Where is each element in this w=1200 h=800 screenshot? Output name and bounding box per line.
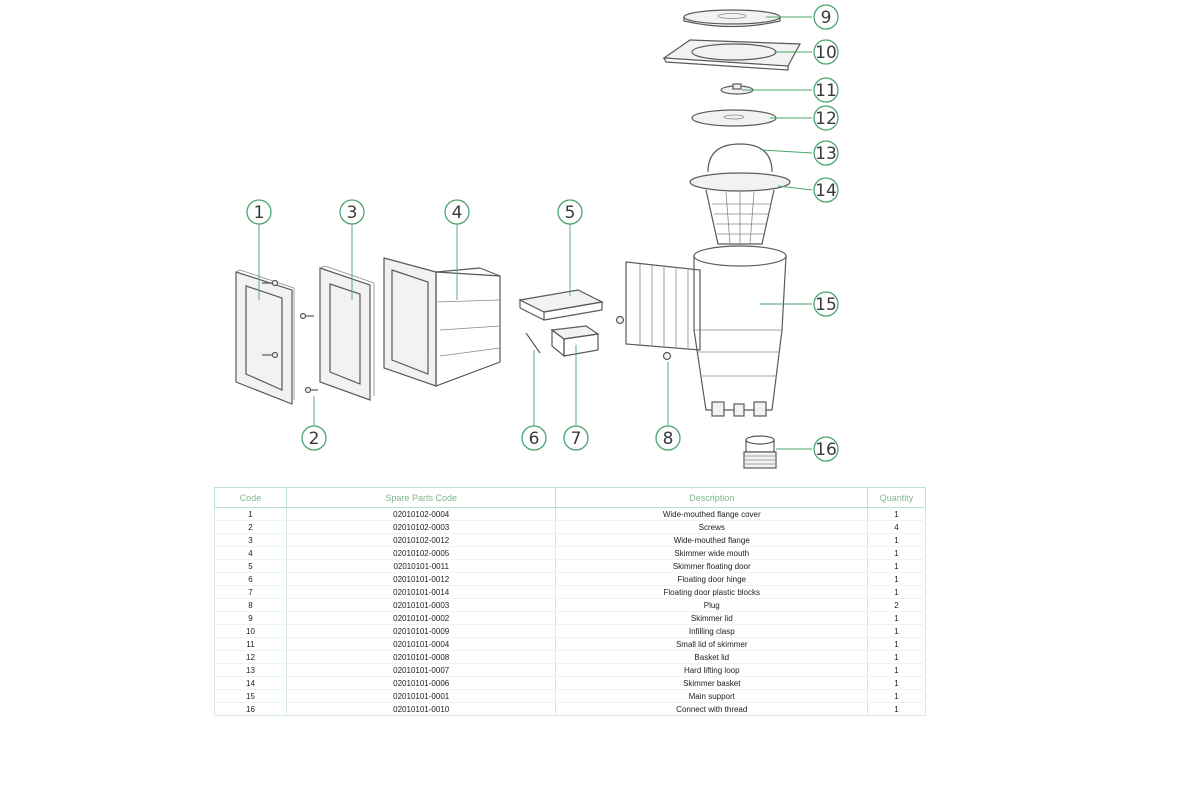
cell-spare-code: 02010101-0009 (286, 625, 556, 638)
cell-spare-code: 02010101-0001 (286, 690, 556, 703)
part-hinge (526, 333, 540, 353)
table-row (215, 625, 926, 638)
table-row (215, 599, 926, 612)
cell-spare-code: 02010101-0007 (286, 664, 556, 677)
part-skimmer-lid (684, 10, 780, 27)
part-infilling-clasp (664, 40, 800, 70)
header-spare-parts-code: Spare Parts Code (286, 488, 556, 508)
cell-description: Skimmer floating door (556, 560, 868, 573)
table-row (215, 547, 926, 560)
cell-quantity: 1 (868, 638, 926, 651)
cell-code: 14 (215, 677, 287, 690)
part-wide-mouth (384, 258, 500, 386)
table-row (215, 586, 926, 599)
table-row (215, 508, 926, 521)
callout-15 (814, 292, 838, 316)
part-basket-lid (692, 110, 776, 126)
svg-text:15: 15 (815, 295, 837, 315)
part-floating-door (520, 290, 602, 320)
cell-code: 6 (215, 573, 287, 586)
table-row (215, 560, 926, 573)
cell-code: 13 (215, 664, 287, 677)
cell-description: Basket lid (556, 651, 868, 664)
svg-text:11: 11 (815, 81, 837, 101)
cell-quantity: 1 (868, 703, 926, 716)
svg-text:5: 5 (564, 203, 576, 223)
svg-text:8: 8 (662, 429, 674, 449)
callout-8 (656, 426, 680, 450)
cell-quantity: 1 (868, 651, 926, 664)
part-plastic-block (552, 326, 598, 356)
cell-quantity: 1 (868, 664, 926, 677)
cell-code: 3 (215, 534, 287, 547)
cell-description: Main support (556, 690, 868, 703)
cell-quantity: 1 (868, 573, 926, 586)
cell-quantity: 1 (868, 586, 926, 599)
callout-12 (814, 106, 838, 130)
cell-spare-code: 02010101-0004 (286, 638, 556, 651)
callout-16 (814, 437, 838, 461)
cell-quantity: 1 (868, 690, 926, 703)
svg-text:16: 16 (815, 440, 837, 460)
cell-spare-code: 02010102-0004 (286, 508, 556, 521)
table-row (215, 690, 926, 703)
cell-description: Hard lifting loop (556, 664, 868, 677)
svg-text:7: 7 (570, 429, 582, 449)
cell-code: 4 (215, 547, 287, 560)
cell-code: 5 (215, 560, 287, 573)
cell-quantity: 2 (868, 599, 926, 612)
table-row (215, 573, 926, 586)
cell-spare-code: 02010102-0012 (286, 534, 556, 547)
part-threaded-connector (744, 436, 776, 468)
part-small-lid (721, 84, 753, 94)
callout-4 (445, 200, 469, 224)
cell-spare-code: 02010101-0014 (286, 586, 556, 599)
callout-5 (558, 200, 582, 224)
cell-code: 15 (215, 690, 287, 703)
part-main-support (626, 246, 786, 416)
callout-10 (814, 40, 838, 64)
callout-1 (247, 200, 271, 224)
cell-spare-code: 02010101-0010 (286, 703, 556, 716)
cell-code: 2 (215, 521, 287, 534)
cell-code: 11 (215, 638, 287, 651)
svg-text:3: 3 (346, 203, 358, 223)
header-code: Code (215, 488, 287, 508)
cell-description: Small lid of skimmer (556, 638, 868, 651)
svg-text:13: 13 (815, 144, 837, 164)
cell-description: Wide-mouthed flange cover (556, 508, 868, 521)
cell-description: Plug (556, 599, 868, 612)
cell-code: 1 (215, 508, 287, 521)
svg-text:6: 6 (528, 429, 540, 449)
svg-text:4: 4 (451, 203, 463, 223)
callout-6 (522, 426, 546, 450)
cell-quantity: 1 (868, 560, 926, 573)
cell-quantity: 1 (868, 612, 926, 625)
svg-text:9: 9 (820, 8, 832, 28)
part-flange-cover (236, 270, 294, 404)
svg-text:10: 10 (815, 43, 837, 63)
header-description: Description (556, 488, 868, 508)
cell-spare-code: 02010101-0003 (286, 599, 556, 612)
svg-text:12: 12 (815, 109, 837, 129)
part-plugs (617, 317, 671, 360)
callout-11 (814, 78, 838, 102)
header-quantity: Quantity (868, 488, 926, 508)
cell-description: Infilling clasp (556, 625, 868, 638)
table-row (215, 664, 926, 677)
callout-13 (814, 141, 838, 165)
table-row (215, 703, 926, 716)
cell-description: Floating door plastic blocks (556, 586, 868, 599)
cell-spare-code: 02010102-0003 (286, 521, 556, 534)
cell-spare-code: 02010102-0005 (286, 547, 556, 560)
cell-spare-code: 02010101-0012 (286, 573, 556, 586)
svg-text:2: 2 (308, 429, 320, 449)
cell-spare-code: 02010101-0008 (286, 651, 556, 664)
cell-description: Wide-mouthed flange (556, 534, 868, 547)
cell-quantity: 4 (868, 521, 926, 534)
callout-7 (564, 426, 588, 450)
part-flange (320, 266, 374, 400)
table-row (215, 677, 926, 690)
cell-code: 7 (215, 586, 287, 599)
svg-text:14: 14 (815, 181, 837, 201)
cell-code: 16 (215, 703, 287, 716)
parts-table (214, 487, 926, 716)
table-row (215, 534, 926, 547)
cell-quantity: 1 (868, 508, 926, 521)
cell-description: Floating door hinge (556, 573, 868, 586)
table-row (215, 651, 926, 664)
cell-spare-code: 02010101-0006 (286, 677, 556, 690)
cell-spare-code: 02010101-0011 (286, 560, 556, 573)
cell-quantity: 1 (868, 625, 926, 638)
cell-quantity: 1 (868, 547, 926, 560)
table-row (215, 638, 926, 651)
cell-description: Skimmer lid (556, 612, 868, 625)
cell-description: Skimmer wide mouth (556, 547, 868, 560)
callout-9 (814, 5, 838, 29)
cell-code: 10 (215, 625, 287, 638)
svg-text:1: 1 (253, 203, 265, 223)
table-header-row (215, 488, 926, 508)
part-lifting-loop (708, 144, 772, 172)
part-basket (690, 173, 790, 244)
cell-quantity: 1 (868, 534, 926, 547)
cell-spare-code: 02010101-0002 (286, 612, 556, 625)
cell-description: Connect with thread (556, 703, 868, 716)
table-row (215, 612, 926, 625)
table-row (215, 521, 926, 534)
cell-code: 8 (215, 599, 287, 612)
callout-3 (340, 200, 364, 224)
cell-code: 12 (215, 651, 287, 664)
cell-description: Screws (556, 521, 868, 534)
cell-description: Skimmer basket (556, 677, 868, 690)
cell-quantity: 1 (868, 677, 926, 690)
callout-2 (302, 426, 326, 450)
cell-code: 9 (215, 612, 287, 625)
callout-14 (814, 178, 838, 202)
